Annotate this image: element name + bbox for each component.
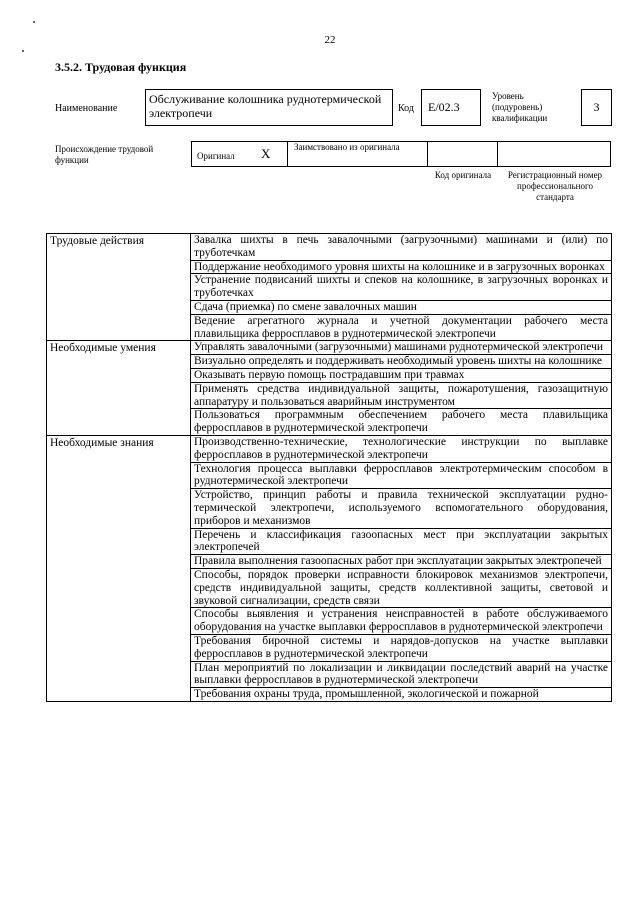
code-label: Код	[398, 103, 414, 114]
item-cell: Способы, порядок проверки исправности блокировок механизмов электропечи, средств индивидуальной защиты, средств коллективной защиты, световой и звуковой сигнализации, средств связи	[191, 568, 612, 607]
function-details-table	[46, 233, 612, 702]
original-mark: X	[261, 146, 271, 161]
item-cell: Ведение агрегатного журнала и учетной документации рабочего места плавильщика ферросплавов в руднотермической электропечи	[191, 314, 612, 341]
table-row	[47, 341, 612, 355]
function-code-box: E/02.3	[421, 89, 481, 126]
original-label: Оригинал	[197, 151, 235, 161]
table-row	[47, 435, 612, 462]
section-heading: 3.5.2. Трудовая функция	[55, 60, 187, 74]
item-cell: Поддержание необходимого уровня шихты на колошнике и в загрузочных воронках	[191, 260, 612, 274]
item-cell: Способы выявления и устранения неисправностей в работе обслуживаемого оборудования на участке выплавки ферросплавов в руднотермической электропечи	[191, 608, 612, 635]
registration-number-caption: Регистрационный номер профессионального стандарта	[507, 170, 603, 202]
item-cell: Сдача (приемка) по смене завалочных машин	[191, 300, 612, 314]
item-cell: Технология процесса выплавки ферросплавов электротермическим способом в руднотермической электропечи	[191, 462, 612, 489]
category-cell: Необходимые умения	[47, 341, 191, 436]
origin-label: Происхождение трудовой функции	[55, 144, 154, 165]
origin-code-cell	[428, 142, 498, 166]
item-cell: Пользоваться программным обеспечением рабочего места плавильщика ферросплавов в руднотермической электропечи	[191, 409, 612, 436]
category-cell: Необходимые знания	[47, 435, 191, 701]
item-cell: Требования охраны труда, промышленной, экологической и пожарной	[191, 688, 612, 702]
item-cell: Оказывать первую помощь пострадавшим при травмах	[191, 368, 612, 382]
item-cell: Визуально определять и поддерживать необходимый уровень шихты на колошнике	[191, 355, 612, 369]
item-cell: Применять средства индивидуальной защиты, пожаротушения, газозащитную аппаратуру и пользоваться аварийным инструментом	[191, 382, 612, 409]
category-cell: Трудовые действия	[47, 234, 191, 341]
scan-speck	[22, 50, 24, 52]
item-cell: Производственно-технические, технологические инструкции по выплавке ферросплавов в руднотермической электропечи	[191, 435, 612, 462]
function-name-box: Обслуживание колошника руднотермической электропечи	[145, 89, 393, 126]
table-row	[47, 234, 612, 261]
page-number: 22	[324, 34, 336, 46]
item-cell: Устранение подвисаний шихты и спеков на колошнике, в загрузочных воронках и труботечках	[191, 274, 612, 301]
item-cell: Устройство, принцип работы и правила технической эксплуатации руднотермической электропечи, используемого вспомогательного оборудования, приборов и механизмов	[191, 489, 612, 528]
item-cell: Требования бирочной системы и нарядов-допусков на участке выплавки ферросплавов в руднотермической электропечи	[191, 634, 612, 661]
item-cell: Правила выполнения газоопасных работ при эксплуатации закрытых электропечей	[191, 555, 612, 569]
item-cell: Перечень и классификация газоопасных мест при эксплуатации закрытых электропечей	[191, 528, 612, 555]
scan-speck	[33, 21, 35, 23]
item-cell: Управлять завалочными (загрузочными) машинами руднотермической электропечи	[191, 341, 612, 355]
item-cell: Завалка шихты в печь завалочными (загрузочными) машинами и (или) по труботечкам	[191, 234, 612, 261]
borrowed-label: Заимствовано из оригинала	[294, 142, 400, 152]
qualification-level-box: 3	[581, 89, 612, 126]
item-cell: План мероприятий по локализации и ликвидации последствий аварий на участке выплавки ферросплавов в руднотермической электропечи	[191, 661, 612, 688]
origin-code-caption: Код оригинала	[434, 170, 492, 180]
name-label: Наименование	[55, 103, 118, 114]
qualification-level-label: Уровень (подуровень) квалификации	[492, 91, 548, 123]
